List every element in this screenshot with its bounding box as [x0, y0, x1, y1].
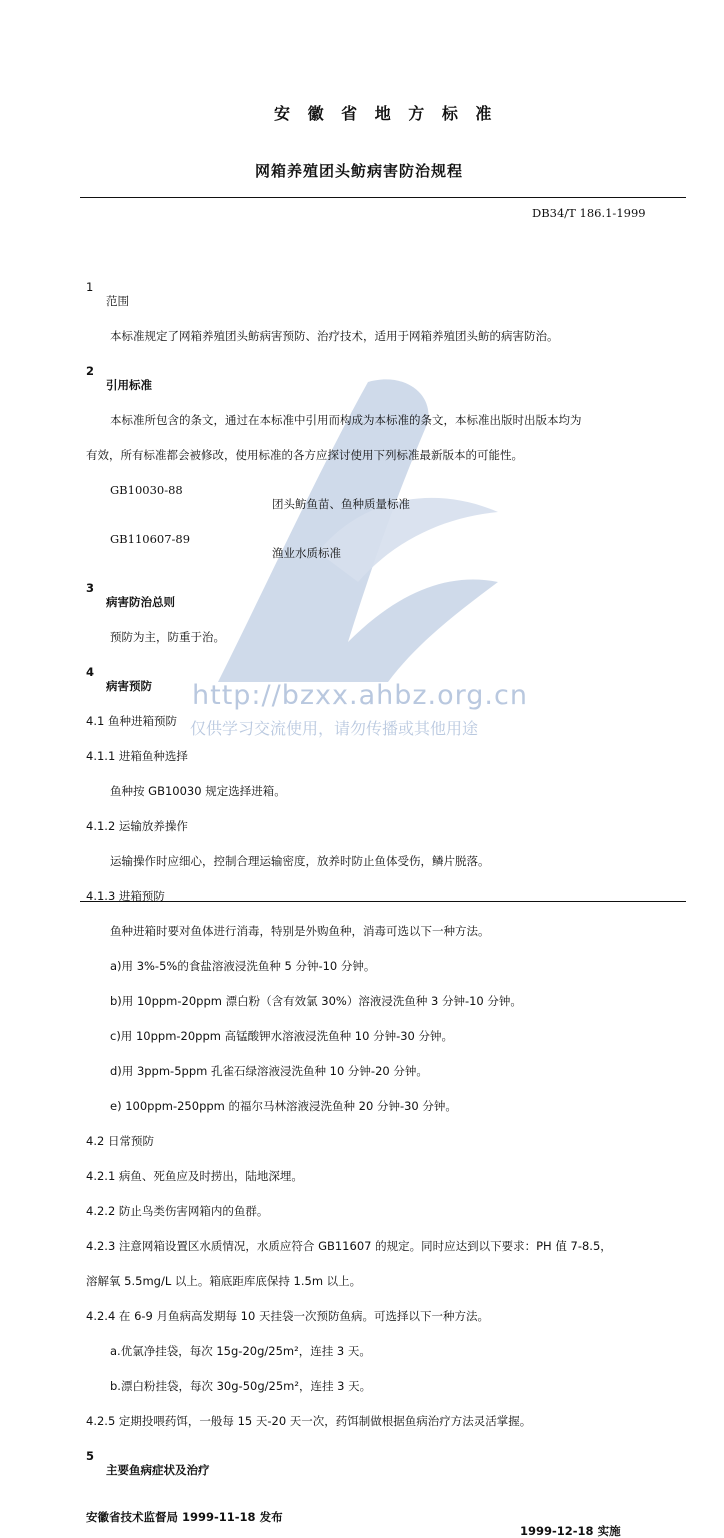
header-rule — [80, 197, 686, 198]
section-4-1-3-heading: 4.1.3 进箱预防 — [86, 889, 165, 903]
section-4-title: 病害预防 — [106, 679, 152, 693]
section-1-title: 范围 — [106, 294, 129, 308]
standard-code: DB34/T 186.1-1999 — [532, 206, 646, 220]
section-4-2-3-line2: 溶解氧 5.5mg/L 以上。箱底距库底保持 1.5m 以上。 — [86, 1274, 362, 1288]
section-2-text-line2: 有效，所有标准都会被修改，使用标准的各方应探讨使用下列标准最新版本的可能性。 — [86, 448, 523, 462]
section-4-1-1-text: 鱼种按 GB10030 规定选择进箱。 — [110, 784, 286, 798]
section-1-number: 1 — [86, 280, 94, 294]
watermark-url: http://bzxx.ahbz.org.cn — [192, 680, 528, 711]
section-2-number: 2 — [86, 364, 95, 378]
section-3-number: 3 — [86, 581, 95, 595]
section-4-number: 4 — [86, 665, 95, 679]
reference-2-name: 渔业水质标准 — [272, 546, 341, 560]
section-4-1-2-heading: 4.1.2 运输放养操作 — [86, 819, 188, 833]
reference-1-code: GB10030-88 — [110, 483, 183, 497]
reference-1-name: 团头鲂鱼苗、鱼种质量标准 — [272, 497, 410, 511]
hanging-bag-a: a.优氯净挂袋，每次 15g-20g/25m²，连挂 3 天。 — [110, 1344, 371, 1358]
reference-2-code: GB110607-89 — [110, 532, 191, 546]
method-c: c)用 10ppm-20ppm 高锰酸钾水溶液浸洗鱼种 10 分钟-30 分钟。 — [110, 1029, 454, 1043]
section-4-1-2-text: 运输操作时应细心，控制合理运输密度，放养时防止鱼体受伤，鳞片脱落。 — [110, 854, 490, 868]
effective-date: 1999-12-18 实施 — [520, 1524, 621, 1538]
method-a: a)用 3%-5%的食盐溶液浸洗鱼种 5 分钟-10 分钟。 — [110, 959, 376, 973]
document-title: 网箱养殖团头鲂病害防治规程 — [255, 162, 464, 180]
section-4-2-3-line1: 4.2.3 注意网箱设置区水质情况，水质应符合 GB11607 的规定。同时应达到以下要求：PH 值 7-8.5， — [86, 1239, 612, 1253]
method-e: e) 100ppm-250ppm 的福尔马林溶液浸洗鱼种 20 分钟-30 分钟。 — [110, 1099, 457, 1113]
section-5-title: 主要鱼病症状及治疗 — [106, 1463, 210, 1477]
section-5-number: 5 — [86, 1449, 95, 1463]
section-4-1-1-heading: 4.1.1 进箱鱼种选择 — [86, 749, 188, 763]
section-4-2-heading: 4.2 日常预防 — [86, 1134, 154, 1148]
section-4-1-heading: 4.1 鱼种进箱预防 — [86, 714, 177, 728]
issue-info: 安徽省技术监督局 1999-11-18 发布 — [86, 1510, 283, 1524]
section-4-2-1: 4.2.1 病鱼、死鱼应及时捞出，陆地深埋。 — [86, 1169, 303, 1183]
watermark-note: 仅供学习交流使用，请勿传播或其他用途 — [190, 719, 479, 738]
section-3-title: 病害防治总则 — [106, 595, 175, 609]
hanging-bag-b: b.漂白粉挂袋，每次 30g-50g/25m²，连挂 3 天。 — [110, 1379, 372, 1393]
section-2-title: 引用标准 — [106, 378, 152, 392]
method-b: b)用 10ppm-20ppm 漂白粉（含有效氯 30%）溶液浸洗鱼种 3 分钟-10 分钟。 — [110, 994, 522, 1008]
section-2-text-line1: 本标准所包含的条文，通过在本标准中引用而构成为本标准的条文，本标准出版时出版本均为 — [110, 413, 582, 427]
section-4-2-4: 4.2.4 在 6-9 月鱼病高发期每 10 天挂袋一次预防鱼病。可选择以下一种方法。 — [86, 1309, 489, 1323]
section-4-2-2: 4.2.2 防止鸟类伤害网箱内的鱼群。 — [86, 1204, 269, 1218]
section-1-text: 本标准规定了网箱养殖团头鲂病害预防、治疗技术，适用于网箱养殖团头鲂的病害防治。 — [110, 329, 559, 343]
agency-title: 安 徽 省 地 方 标 准 — [274, 104, 498, 123]
method-d: d)用 3ppm-5ppm 孔雀石绿溶液浸洗鱼种 10 分钟-20 分钟。 — [110, 1064, 428, 1078]
section-3-text: 预防为主，防重于治。 — [110, 630, 225, 644]
section-4-1-3-text: 鱼种进箱时要对鱼体进行消毒，特别是外购鱼种，消毒可选以下一种方法。 — [110, 924, 490, 938]
section-4-2-5: 4.2.5 定期投喂药饵，一般每 15 天-20 天一次，药饵制做根据鱼病治疗方法灵活掌握。 — [86, 1414, 532, 1428]
